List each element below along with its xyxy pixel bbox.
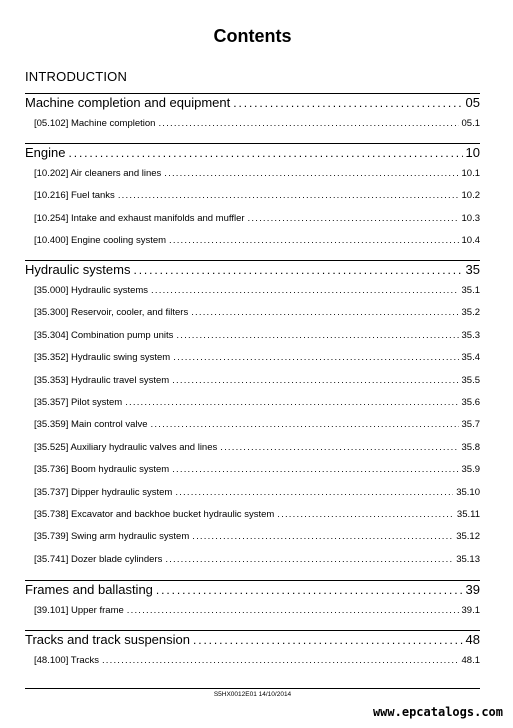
- footer-rule: [25, 688, 480, 689]
- section-title: Tracks and track suspension: [25, 632, 190, 647]
- entry-page-number: 35.2: [461, 307, 480, 319]
- leader-dots: [220, 442, 458, 453]
- leader-dots: [192, 531, 453, 542]
- entry-label: [35.359] Main control valve: [34, 419, 148, 431]
- leader-dots: [127, 605, 459, 616]
- entry-label: [35.525] Auxiliary hydraulic valves and lines: [34, 441, 218, 453]
- entry-page-number: 35.1: [461, 285, 480, 296]
- section-title: Hydraulic systems: [25, 262, 131, 277]
- entry-page-number: 35.9: [461, 464, 480, 476]
- section-title: Frames and ballasting: [25, 582, 153, 597]
- toc-entry[interactable]: [34, 655, 480, 666]
- entry-label: [39.101] Upper frame: [34, 605, 124, 616]
- leader-dots: [158, 118, 458, 129]
- section-divider: [25, 580, 480, 581]
- entry-page-number: 35.6: [461, 397, 480, 408]
- entry-label: [10.216] Fuel tanks: [34, 190, 115, 202]
- toc-entry[interactable]: [34, 168, 480, 179]
- toc-entry[interactable]: [34, 464, 480, 475]
- toc-entry[interactable]: [34, 190, 480, 201]
- entry-page-number: 35.5: [461, 374, 480, 386]
- entry-page-number: 35.13: [456, 553, 480, 565]
- toc-entry[interactable]: [34, 235, 480, 246]
- section-divider: [25, 630, 480, 631]
- toc-entry[interactable]: [34, 509, 480, 520]
- section-page-number: 39: [465, 582, 480, 597]
- entry-label: [05.102] Machine completion: [34, 118, 156, 129]
- section-title: Engine: [25, 145, 66, 160]
- leader-dots: [118, 190, 459, 201]
- entry-page-number: 10.3: [461, 212, 480, 224]
- page-title: Contents: [213, 26, 292, 46]
- leader-dots: [169, 235, 458, 246]
- leader-dots: [175, 487, 453, 498]
- entry-label: [48.100] Tracks: [34, 655, 99, 666]
- entry-label: [35.304] Combination pump units: [34, 329, 174, 341]
- entry-label: [35.352] Hydraulic swing system: [34, 352, 171, 364]
- entry-label: [35.300] Reservoir, cooler, and filters: [34, 307, 189, 319]
- section-page-number: 10: [465, 145, 480, 160]
- entry-label: [35.357] Pilot system: [34, 397, 123, 408]
- introduction-heading[interactable]: INTRODUCTION: [25, 69, 128, 84]
- leader-dots: [248, 213, 459, 224]
- toc-entry[interactable]: [34, 442, 480, 453]
- entry-page-number: 35.8: [461, 441, 480, 453]
- entry-label: [10.400] Engine cooling system: [34, 235, 167, 247]
- leader-dots: [68, 146, 462, 160]
- entry-page-number: 10.2: [461, 190, 480, 202]
- entry-page-number: 35.11: [456, 509, 480, 520]
- leader-dots: [191, 307, 458, 318]
- toc-entry[interactable]: [34, 213, 480, 224]
- leader-dots: [164, 168, 458, 179]
- section-page-number: 05: [465, 95, 480, 110]
- toc-entry[interactable]: [34, 118, 480, 129]
- leader-dots: [176, 330, 458, 341]
- entry-page-number: 48.1: [461, 655, 480, 666]
- leader-dots: [233, 96, 462, 110]
- entry-page-number: 35.4: [461, 352, 480, 364]
- entry-label: [35.739] Swing arm hydraulic system: [34, 531, 190, 543]
- section-divider: [25, 260, 480, 261]
- toc-entry[interactable]: [34, 375, 480, 386]
- entry-page-number: 35.10: [456, 486, 480, 498]
- entry-page-number: 05.1: [461, 118, 480, 129]
- toc-section-hydraulic-systems[interactable]: [25, 262, 480, 277]
- leader-dots: [172, 375, 458, 386]
- leader-dots: [125, 397, 458, 408]
- toc-entry[interactable]: [34, 419, 480, 430]
- toc-entry[interactable]: [34, 554, 480, 565]
- toc-entry[interactable]: [34, 285, 480, 296]
- entry-label: [35.738] Excavator and backhoe bucket hydraulic system: [34, 509, 275, 520]
- entry-page-number: 10.1: [461, 168, 480, 179]
- toc-entry[interactable]: [34, 307, 480, 318]
- entry-page-number: 35.3: [461, 329, 480, 341]
- section-page-number: 35: [465, 262, 480, 277]
- toc-section-engine[interactable]: [25, 145, 480, 160]
- entry-label: [10.202] Air cleaners and lines: [34, 168, 162, 179]
- toc-entry[interactable]: [34, 397, 480, 408]
- watermark-text: www.epcatalogs.com: [372, 705, 503, 719]
- leader-dots: [151, 419, 459, 430]
- toc-section-tracks-and-track-suspension[interactable]: [25, 632, 480, 647]
- entry-page-number: 35.7: [461, 419, 480, 431]
- entry-label: [10.254] Intake and exhaust manifolds and muffler: [34, 212, 245, 224]
- toc-section-machine-completion-and-equipment[interactable]: [25, 95, 480, 110]
- entry-label: [35.736] Boom hydraulic system: [34, 464, 170, 476]
- toc-entry[interactable]: [34, 531, 480, 542]
- entry-page-number: 35.12: [456, 531, 480, 543]
- section-page-number: 48: [465, 632, 480, 647]
- entry-page-number: 39.1: [461, 605, 480, 616]
- entry-page-number: 10.4: [461, 235, 480, 247]
- section-divider: [25, 143, 480, 144]
- section-divider: [25, 93, 480, 94]
- leader-dots: [193, 633, 463, 647]
- toc-entry[interactable]: [34, 605, 480, 616]
- document-code: S5HX0012E01 14/10/2014: [213, 691, 292, 698]
- entry-label: [35.000] Hydraulic systems: [34, 285, 149, 296]
- toc-entry[interactable]: [34, 487, 480, 498]
- leader-dots: [173, 352, 458, 363]
- entry-label: [35.353] Hydraulic travel system: [34, 374, 170, 386]
- toc-entry[interactable]: [34, 352, 480, 363]
- section-title: Machine completion and equipment: [25, 95, 231, 110]
- leader-dots: [102, 655, 459, 666]
- leader-dots: [156, 583, 463, 597]
- toc-section-frames-and-ballasting[interactable]: [25, 582, 480, 597]
- leader-dots: [277, 509, 454, 520]
- leader-dots: [133, 263, 462, 277]
- leader-dots: [165, 554, 453, 565]
- entry-label: [35.741] Dozer blade cylinders: [34, 553, 163, 565]
- toc-entry[interactable]: [34, 330, 480, 341]
- leader-dots: [151, 285, 458, 296]
- leader-dots: [172, 464, 458, 475]
- entry-label: [35.737] Dipper hydraulic system: [34, 486, 173, 498]
